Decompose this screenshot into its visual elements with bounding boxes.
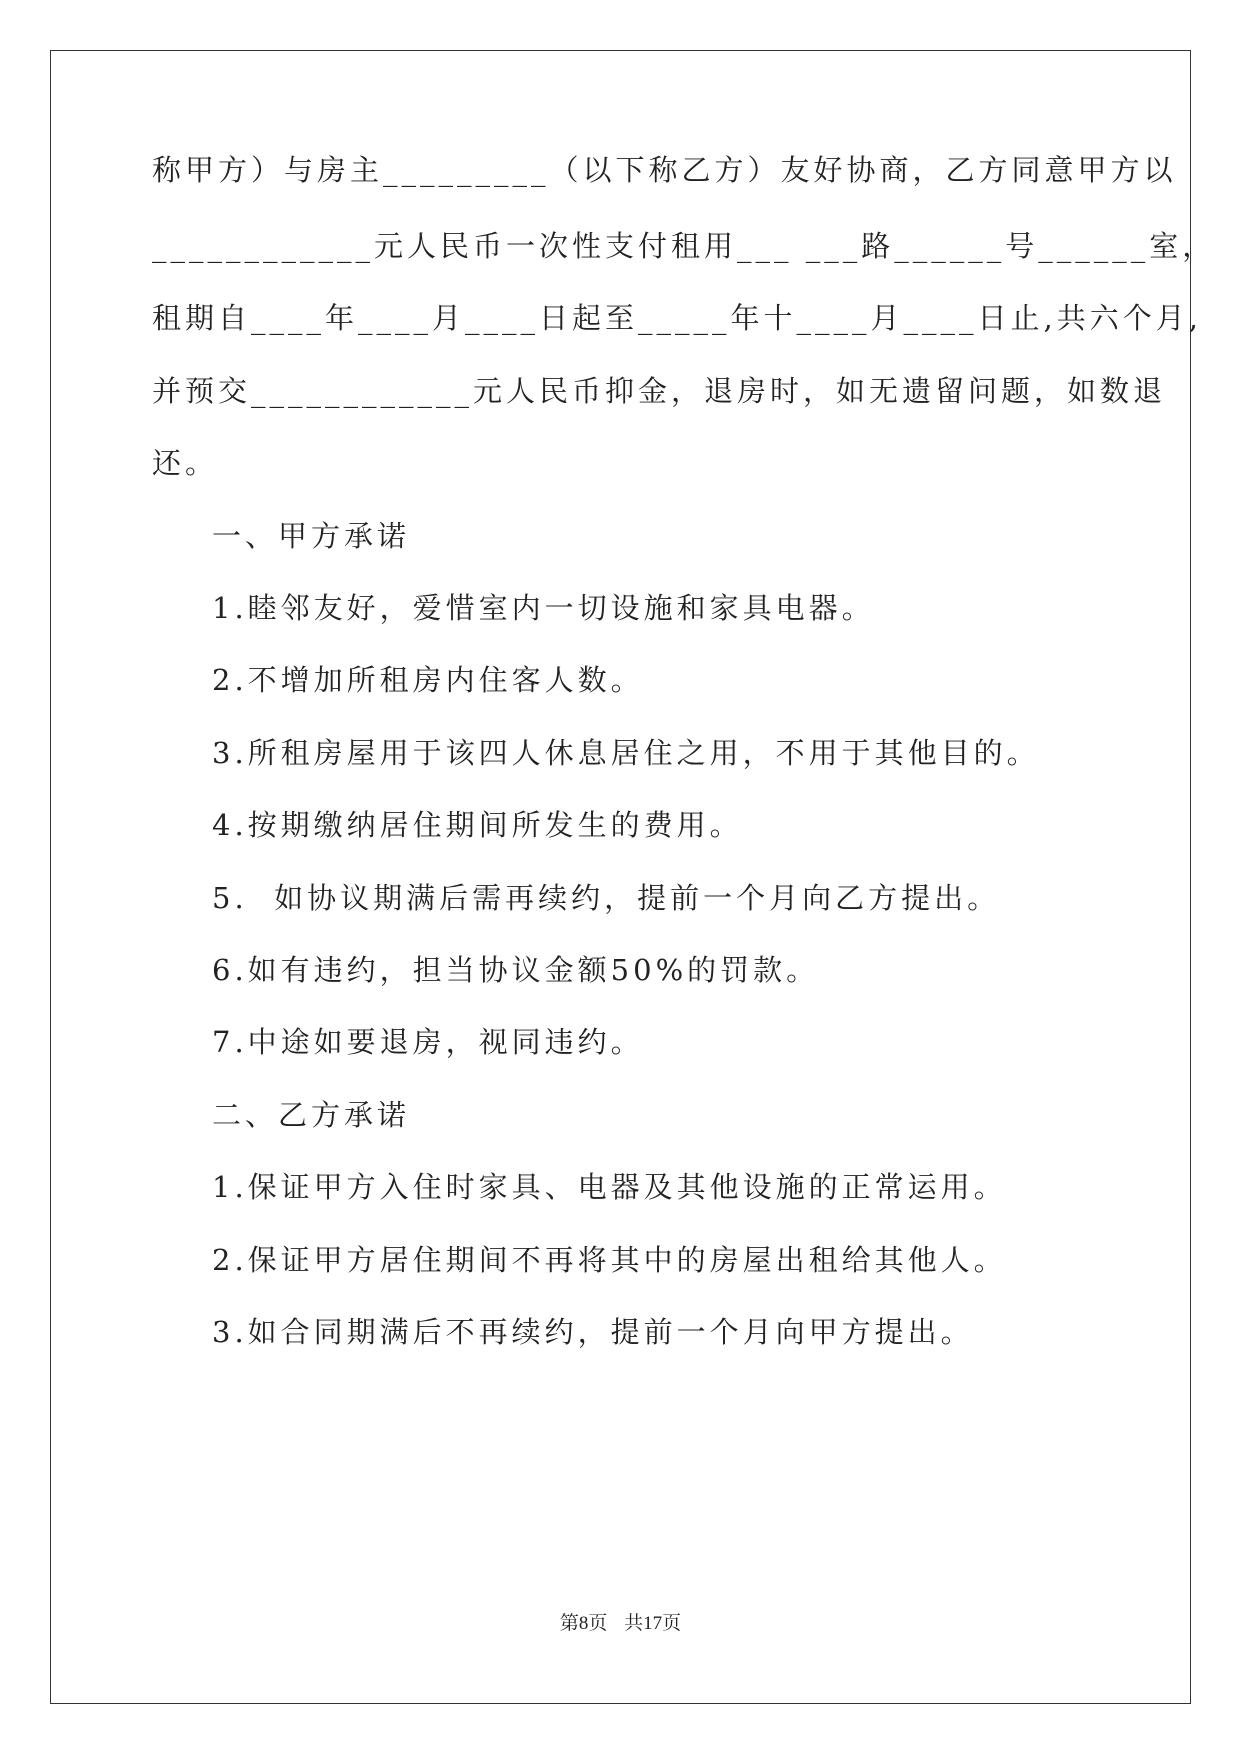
paragraph-line: 还。 bbox=[152, 446, 219, 480]
paragraph-line: 并预交____________元人民币抑金，退房时，如无遗留问题，如数退 bbox=[152, 374, 1167, 408]
page-footer bbox=[0, 1608, 1241, 1635]
list-item: 4.按期缴纳居住期间所发生的费用。 bbox=[212, 808, 743, 842]
list-item: 6.如有违约，担当协议金额50%的罚款。 bbox=[212, 953, 820, 987]
page-number-total: 共17页 bbox=[624, 1613, 682, 1634]
section-heading-party-a: 一、甲方承诺 bbox=[212, 519, 411, 553]
paragraph-line: ____________元人民币一次性支付租用___ ___路______号______室， bbox=[152, 229, 1216, 263]
list-item: 3.如合同期满后不再续约，提前一个月向甲方提出。 bbox=[212, 1315, 974, 1349]
paragraph-line: 租期自____年____月____日起至_____年十____月____日止,共六个月, bbox=[152, 301, 1202, 335]
list-item: 2.保证甲方居住期间不再将其中的房屋出租给其他人。 bbox=[212, 1243, 1007, 1277]
page-number-current: 第8页 bbox=[559, 1613, 608, 1634]
list-item: 2.不增加所租房内住客人数。 bbox=[212, 663, 644, 697]
list-item: 7.中途如要退房，视同违约。 bbox=[212, 1025, 644, 1059]
paragraph-line: 称甲方）与房主_________（以下称乙方）友好协商，乙方同意甲方以 bbox=[152, 153, 1177, 187]
section-heading-party-b: 二、乙方承诺 bbox=[212, 1098, 411, 1132]
list-item: 1.睦邻友好，爱惜室内一切设施和家具电器。 bbox=[212, 591, 875, 625]
list-item: 3.所租房屋用于该四人休息居住之用，不用于其他目的。 bbox=[212, 736, 1040, 770]
list-item: 5. 如协议期满后需再续约，提前一个月向乙方提出。 bbox=[212, 881, 1001, 915]
list-item: 1.保证甲方入住时家具、电器及其他设施的正常运用。 bbox=[212, 1170, 1007, 1204]
